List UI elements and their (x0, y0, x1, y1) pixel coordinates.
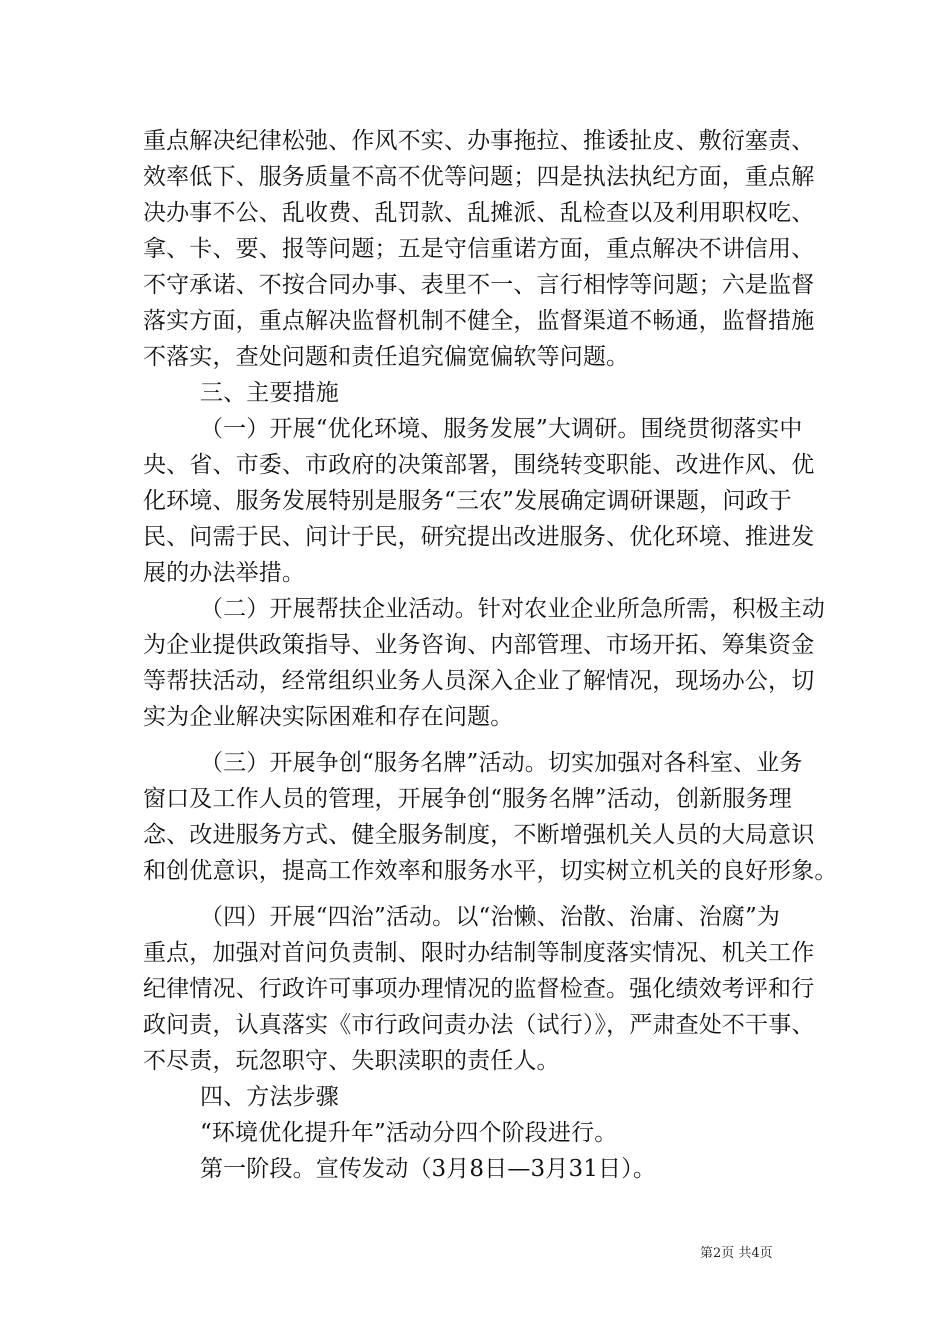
body-text-line: （一）开展“优化环境、服务发展”大调研。围绕贯彻落实中 (200, 416, 803, 442)
body-text-line: 纪律情况、行政许可事项办理情况的监督检查。强化绩效考评和行 (143, 976, 815, 1002)
body-text-line: （三）开展争创“服务名牌”活动。切实加强对各科室、业务 (200, 750, 803, 776)
body-text-line: 重点解决纪律松弛、作风不实、办事拖拉、推诿扯皮、敷衍塞责、 (143, 128, 815, 154)
body-text-line: （四）开展“四治”活动。以“治懒、治散、治庸、治腐”为 (200, 904, 781, 930)
body-text-line: 落实方面，重点解决监督机制不健全，监督渠道不畅通，监督措施 (143, 308, 815, 334)
body-text-line: 政问责，认真落实《市行政问责办法（试行）》，严肃查处不干事、 (143, 1012, 815, 1038)
body-text-line: 效率低下、服务质量不高不优等问题；四是执法执纪方面，重点解 (143, 164, 815, 190)
body-text-line: 央、省、市委、市政府的决策部署，围绕转变职能、改进作风、优 (143, 452, 815, 478)
body-text-line: 第一阶段。宣传发动（3月8日—3月31日）。 (200, 1156, 656, 1182)
section-heading: 三、主要措施 (200, 380, 339, 406)
body-text-line: 窗口及工作人员的管理，开展争创“服务名牌”活动，创新服务理 (143, 786, 792, 812)
body-text-line: 不尽责，玩忽职守、失职渎职的责任人。 (143, 1048, 560, 1074)
body-text-line: 不落实，查处问题和责任追究偏宽偏软等问题。 (143, 344, 630, 370)
body-text-line: 化环境、服务发展特别是服务“三农”发展确定调研课题，问政于 (143, 488, 792, 514)
body-text-line: 重点，加强对首问负责制、限时办结制等制度落实情况、机关工作 (143, 940, 815, 966)
body-text-line: 和创优意识，提高工作效率和服务水平，切实树立机关的良好形象。 (143, 858, 838, 884)
body-text-line: （二）开展帮扶企业活动。针对农业企业所急所需，积极主动 (200, 596, 826, 622)
body-text-line: 拿、卡、要、报等问题；五是守信重诺方面，重点解决不讲信用、 (143, 236, 815, 262)
body-text-line: 念、改进服务方式、健全服务制度，不断增强机关人员的大局意识 (143, 822, 815, 848)
page-number-footer: 第2页 共4页 (700, 1246, 773, 1261)
body-text-line: 民、问需于民、问计于民，研究提出改进服务、优化环境、推进发 (143, 524, 815, 550)
body-text-line: 实为企业解决实际困难和存在问题。 (143, 704, 514, 730)
body-text-line: 不守承诺、不按合同办事、表里不一、言行相悖等问题；六是监督 (143, 272, 815, 298)
body-text-line: 展的办法举措。 (143, 560, 306, 586)
section-heading: 四、方法步骤 (200, 1084, 339, 1110)
body-text-line: 决办事不公、乱收费、乱罚款、乱摊派、乱检查以及利用职权吃、 (143, 200, 815, 226)
body-text-line: 等帮扶活动，经常组织业务人员深入企业了解情况，现场办公，切 (143, 668, 815, 694)
body-text-line: “环境优化提升年”活动分四个阶段进行。 (200, 1120, 618, 1146)
body-text-line: 为企业提供政策指导、业务咨询、内部管理、市场开拓、筹集资金 (143, 632, 815, 658)
